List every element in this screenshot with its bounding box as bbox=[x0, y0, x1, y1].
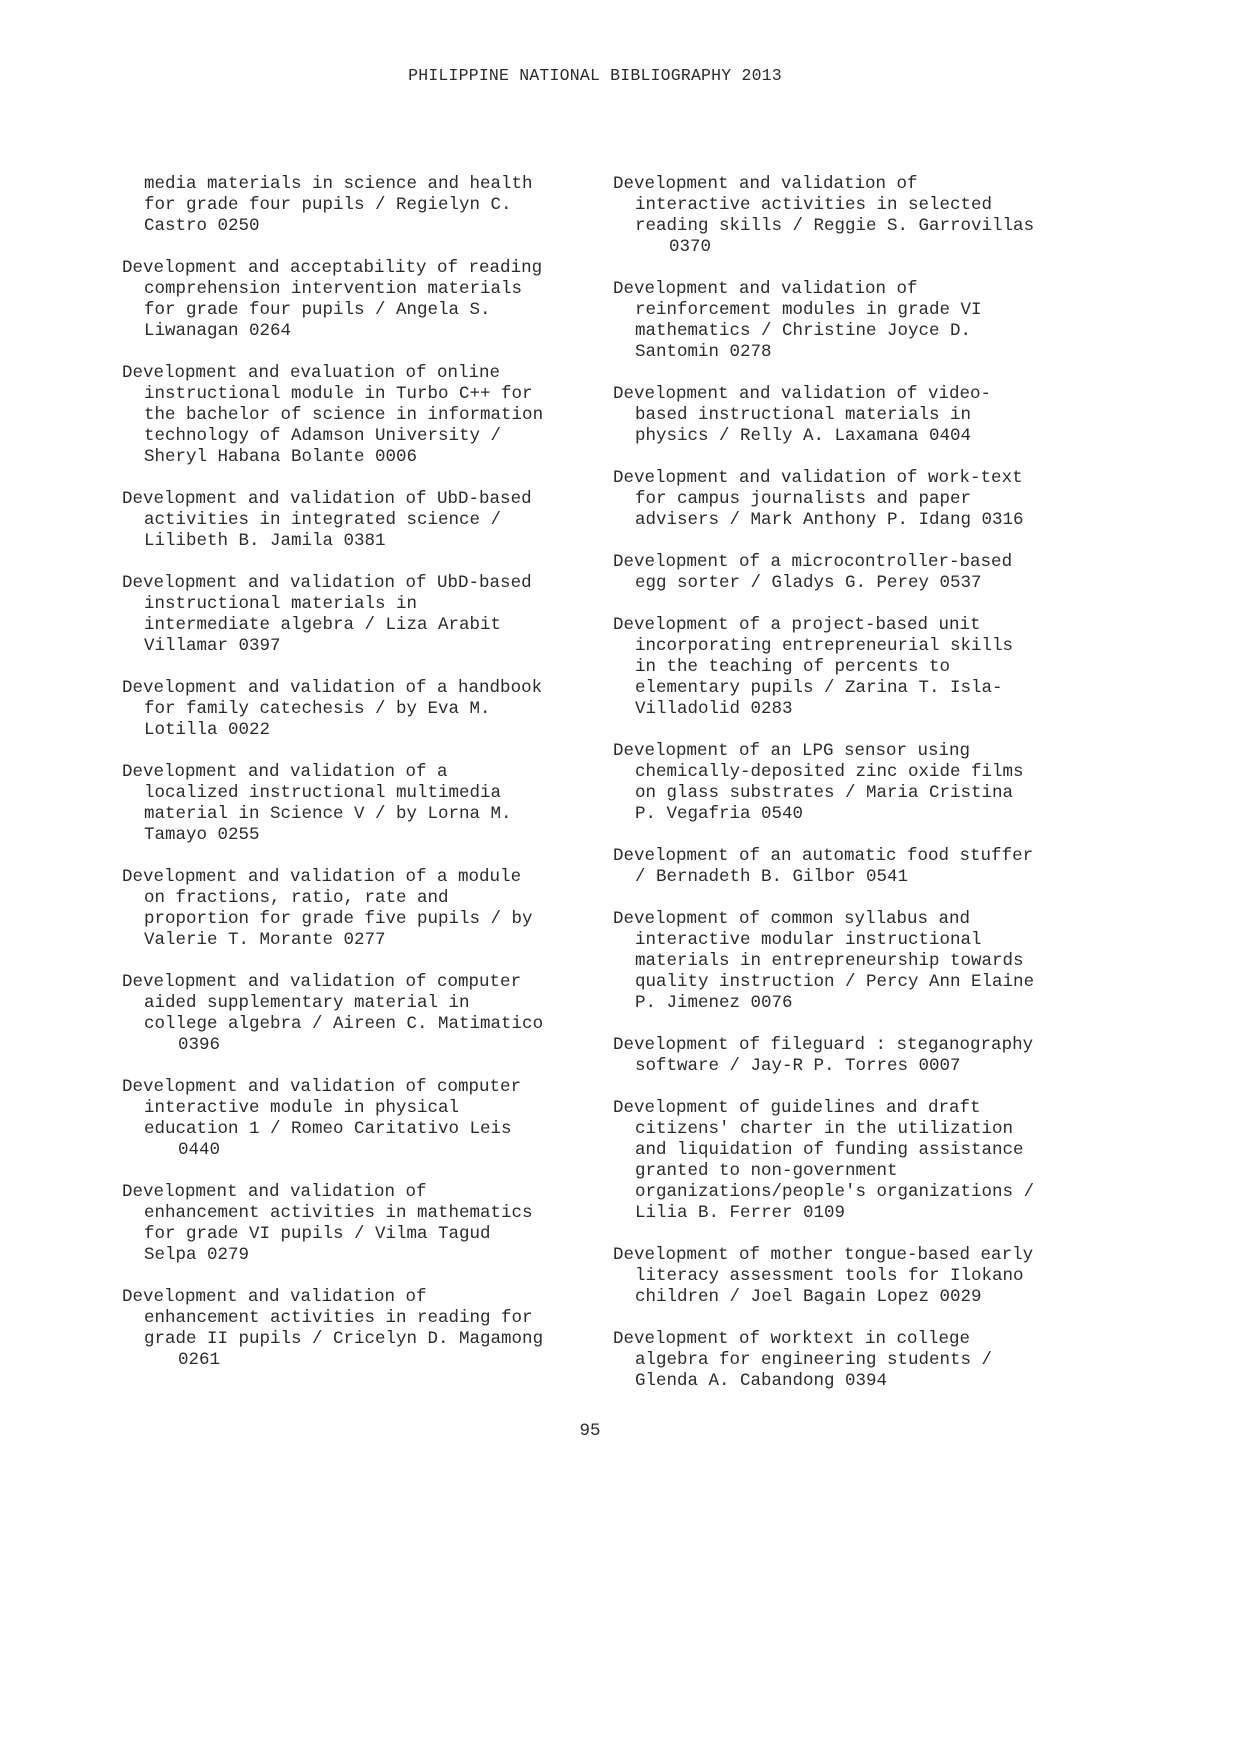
left-column bbox=[122, 174, 543, 1392]
entry-line: Development of mother tongue-based early bbox=[613, 1245, 1034, 1265]
entry-line: Development and validation of a handbook bbox=[122, 678, 543, 698]
entry-line: advisers / Mark Anthony P. Idang 0316 bbox=[635, 510, 1024, 530]
entry-line: Liwanagan 0264 bbox=[144, 321, 292, 341]
entry-line: enhancement activities in mathematics bbox=[144, 1203, 533, 1223]
entry-line: materials in entrepreneurship towards bbox=[635, 951, 1024, 971]
entry-line: technology of Adamson University / bbox=[144, 426, 502, 446]
entry-line: for grade VI pupils / Vilma Tagud bbox=[144, 1224, 491, 1244]
entry-line: physics / Relly A. Laxamana 0404 bbox=[635, 426, 972, 446]
entry-line: Development and validation of bbox=[122, 1287, 427, 1307]
entry-line: / Bernadeth B. Gilbor 0541 bbox=[635, 867, 909, 887]
page-header: PHILIPPINE NATIONAL BIBLIOGRAPHY 2013 bbox=[408, 66, 782, 85]
entry-line: reading skills / Reggie S. Garrovillas bbox=[635, 216, 1035, 236]
entry-line: citizens' charter in the utilization bbox=[635, 1119, 1014, 1139]
entry-line: Development of a project-based unit bbox=[613, 615, 981, 635]
entry-line: Valerie T. Morante 0277 bbox=[144, 930, 386, 950]
entry-line: Development and validation of bbox=[613, 174, 918, 194]
right-column bbox=[613, 174, 1034, 1413]
entry-line: algebra for engineering students / bbox=[635, 1350, 993, 1370]
bibliography-entry bbox=[613, 1329, 1034, 1392]
bibliography-entry bbox=[122, 762, 543, 846]
bibliography-entry bbox=[122, 489, 543, 552]
bibliography-entry bbox=[122, 1182, 543, 1266]
entry-line: Development of an automatic food stuffer bbox=[613, 846, 1034, 866]
entry-line: Selpa 0279 bbox=[144, 1245, 250, 1265]
entry-line: 0440 bbox=[178, 1140, 221, 1160]
bibliography-entry bbox=[122, 867, 543, 951]
entry-line: Lilia B. Ferrer 0109 bbox=[635, 1203, 846, 1223]
bibliography-entry bbox=[613, 552, 1034, 594]
bibliography-entry bbox=[122, 174, 543, 237]
entry-line: interactive activities in selected bbox=[635, 195, 993, 215]
bibliography-entry bbox=[122, 1287, 543, 1371]
entry-line: incorporating entrepreneurial skills bbox=[635, 636, 1014, 656]
entry-line: 0261 bbox=[178, 1350, 221, 1370]
entry-line: mathematics / Christine Joyce D. bbox=[635, 321, 972, 341]
bibliography-entry bbox=[122, 678, 543, 741]
bibliography-entry bbox=[613, 741, 1034, 825]
entry-line: Development and acceptability of reading bbox=[122, 258, 543, 278]
page-number: 95 bbox=[579, 1421, 601, 1441]
entry-line: elementary pupils / Zarina T. Isla- bbox=[635, 678, 1003, 698]
bibliography-entry bbox=[613, 1098, 1034, 1224]
bibliography-entry bbox=[613, 384, 1034, 447]
bibliography-entry bbox=[122, 1077, 543, 1161]
entry-line: Tamayo 0255 bbox=[144, 825, 260, 845]
entry-line: college algebra / Aireen C. Matimatico bbox=[144, 1014, 544, 1034]
entry-line: Lotilla 0022 bbox=[144, 720, 271, 740]
entry-line: Development and validation of work-text bbox=[613, 468, 1023, 488]
entry-line: for campus journalists and paper bbox=[635, 489, 972, 509]
entry-line: enhancement activities in reading for bbox=[144, 1308, 533, 1328]
entry-line: Development and validation of computer bbox=[122, 1077, 522, 1097]
bibliography-entry bbox=[122, 972, 543, 1056]
entry-line: for grade four pupils / Regielyn C. bbox=[144, 195, 512, 215]
entry-line: Development of common syllabus and bbox=[613, 909, 971, 929]
entry-line: based instructional materials in bbox=[635, 405, 972, 425]
bibliography-entry bbox=[613, 1245, 1034, 1308]
entry-line: chemically-deposited zinc oxide films bbox=[635, 762, 1024, 782]
entry-line: 0396 bbox=[178, 1035, 221, 1055]
entry-line: grade II pupils / Cricelyn D. Magamong bbox=[144, 1329, 544, 1349]
entry-line: the bachelor of science in information bbox=[144, 405, 544, 425]
entry-line: proportion for grade five pupils / by bbox=[144, 909, 533, 929]
bibliography-entry bbox=[613, 279, 1034, 363]
bibliography-entry bbox=[122, 573, 543, 657]
entry-line: material in Science V / by Lorna M. bbox=[144, 804, 512, 824]
entry-line: Development of a microcontroller-based bbox=[613, 552, 1013, 572]
entry-line: Development of fileguard : steganography bbox=[613, 1035, 1034, 1055]
entry-line: Development and validation of a bbox=[122, 762, 448, 782]
entry-line: education 1 / Romeo Caritativo Leis bbox=[144, 1119, 512, 1139]
bibliography-entry bbox=[613, 174, 1034, 258]
entry-line: Development and evaluation of online bbox=[122, 363, 501, 383]
entry-line: Development of worktext in college bbox=[613, 1329, 971, 1349]
entry-line: Castro 0250 bbox=[144, 216, 260, 236]
entry-line: software / Jay-R P. Torres 0007 bbox=[635, 1056, 961, 1076]
entry-line: Glenda A. Cabandong 0394 bbox=[635, 1371, 888, 1391]
entry-line: Development of an LPG sensor using bbox=[613, 741, 971, 761]
entry-line: instructional module in Turbo C++ for bbox=[144, 384, 533, 404]
bibliography-entry bbox=[613, 468, 1034, 531]
entry-line: aided supplementary material in bbox=[144, 993, 470, 1013]
entry-line: interactive modular instructional bbox=[635, 930, 982, 950]
entry-line: granted to non-government bbox=[635, 1161, 898, 1181]
entry-line: egg sorter / Gladys G. Perey 0537 bbox=[635, 573, 982, 593]
entry-line: 0370 bbox=[669, 237, 712, 257]
entry-line: P. Jimenez 0076 bbox=[635, 993, 793, 1013]
entry-line: Development and validation of bbox=[613, 279, 918, 299]
entry-line: for family catechesis / by Eva M. bbox=[144, 699, 491, 719]
bibliography-entry bbox=[613, 909, 1034, 1014]
entry-line: quality instruction / Percy Ann Elaine bbox=[635, 972, 1035, 992]
entry-line: for grade four pupils / Angela S. bbox=[144, 300, 491, 320]
entry-line: interactive module in physical bbox=[144, 1098, 460, 1118]
entry-line: Development and validation of bbox=[122, 1182, 427, 1202]
entry-line: intermediate algebra / Liza Arabit bbox=[144, 615, 502, 635]
entry-line: localized instructional multimedia bbox=[144, 783, 502, 803]
entry-line: on glass substrates / Maria Cristina bbox=[635, 783, 1014, 803]
entry-line: Development of guidelines and draft bbox=[613, 1098, 981, 1118]
bibliography-entry bbox=[122, 258, 543, 342]
entry-line: Development and validation of a module bbox=[122, 867, 522, 887]
bibliography-entry bbox=[613, 846, 1034, 888]
entry-line: Development and validation of video- bbox=[613, 384, 992, 404]
entry-line: on fractions, ratio, rate and bbox=[144, 888, 449, 908]
entry-line: literacy assessment tools for Ilokano bbox=[635, 1266, 1024, 1286]
entry-line: Development and validation of computer bbox=[122, 972, 522, 992]
entry-line: in the teaching of percents to bbox=[635, 657, 951, 677]
entry-line: Villamar 0397 bbox=[144, 636, 281, 656]
bibliography-entry bbox=[613, 615, 1034, 720]
entry-line: Villadolid 0283 bbox=[635, 699, 793, 719]
entry-line: Sheryl Habana Bolante 0006 bbox=[144, 447, 418, 467]
entry-line: Lilibeth B. Jamila 0381 bbox=[144, 531, 386, 551]
bibliography-entry bbox=[613, 1035, 1034, 1077]
entry-line: instructional materials in bbox=[144, 594, 418, 614]
entry-line: P. Vegafria 0540 bbox=[635, 804, 804, 824]
entry-line: Santomin 0278 bbox=[635, 342, 772, 362]
entry-line: reinforcement modules in grade VI bbox=[635, 300, 982, 320]
entry-line: media materials in science and health bbox=[144, 174, 533, 194]
entry-line: comprehension intervention materials bbox=[144, 279, 523, 299]
entry-line: organizations/people's organizations / bbox=[635, 1182, 1035, 1202]
entry-line: Development and validation of UbD-based bbox=[122, 573, 532, 593]
entry-line: and liquidation of funding assistance bbox=[635, 1140, 1024, 1160]
entry-line: children / Joel Bagain Lopez 0029 bbox=[635, 1287, 982, 1307]
entry-line: activities in integrated science / bbox=[144, 510, 502, 530]
entry-line: Development and validation of UbD-based bbox=[122, 489, 532, 509]
bibliography-entry bbox=[122, 363, 543, 468]
